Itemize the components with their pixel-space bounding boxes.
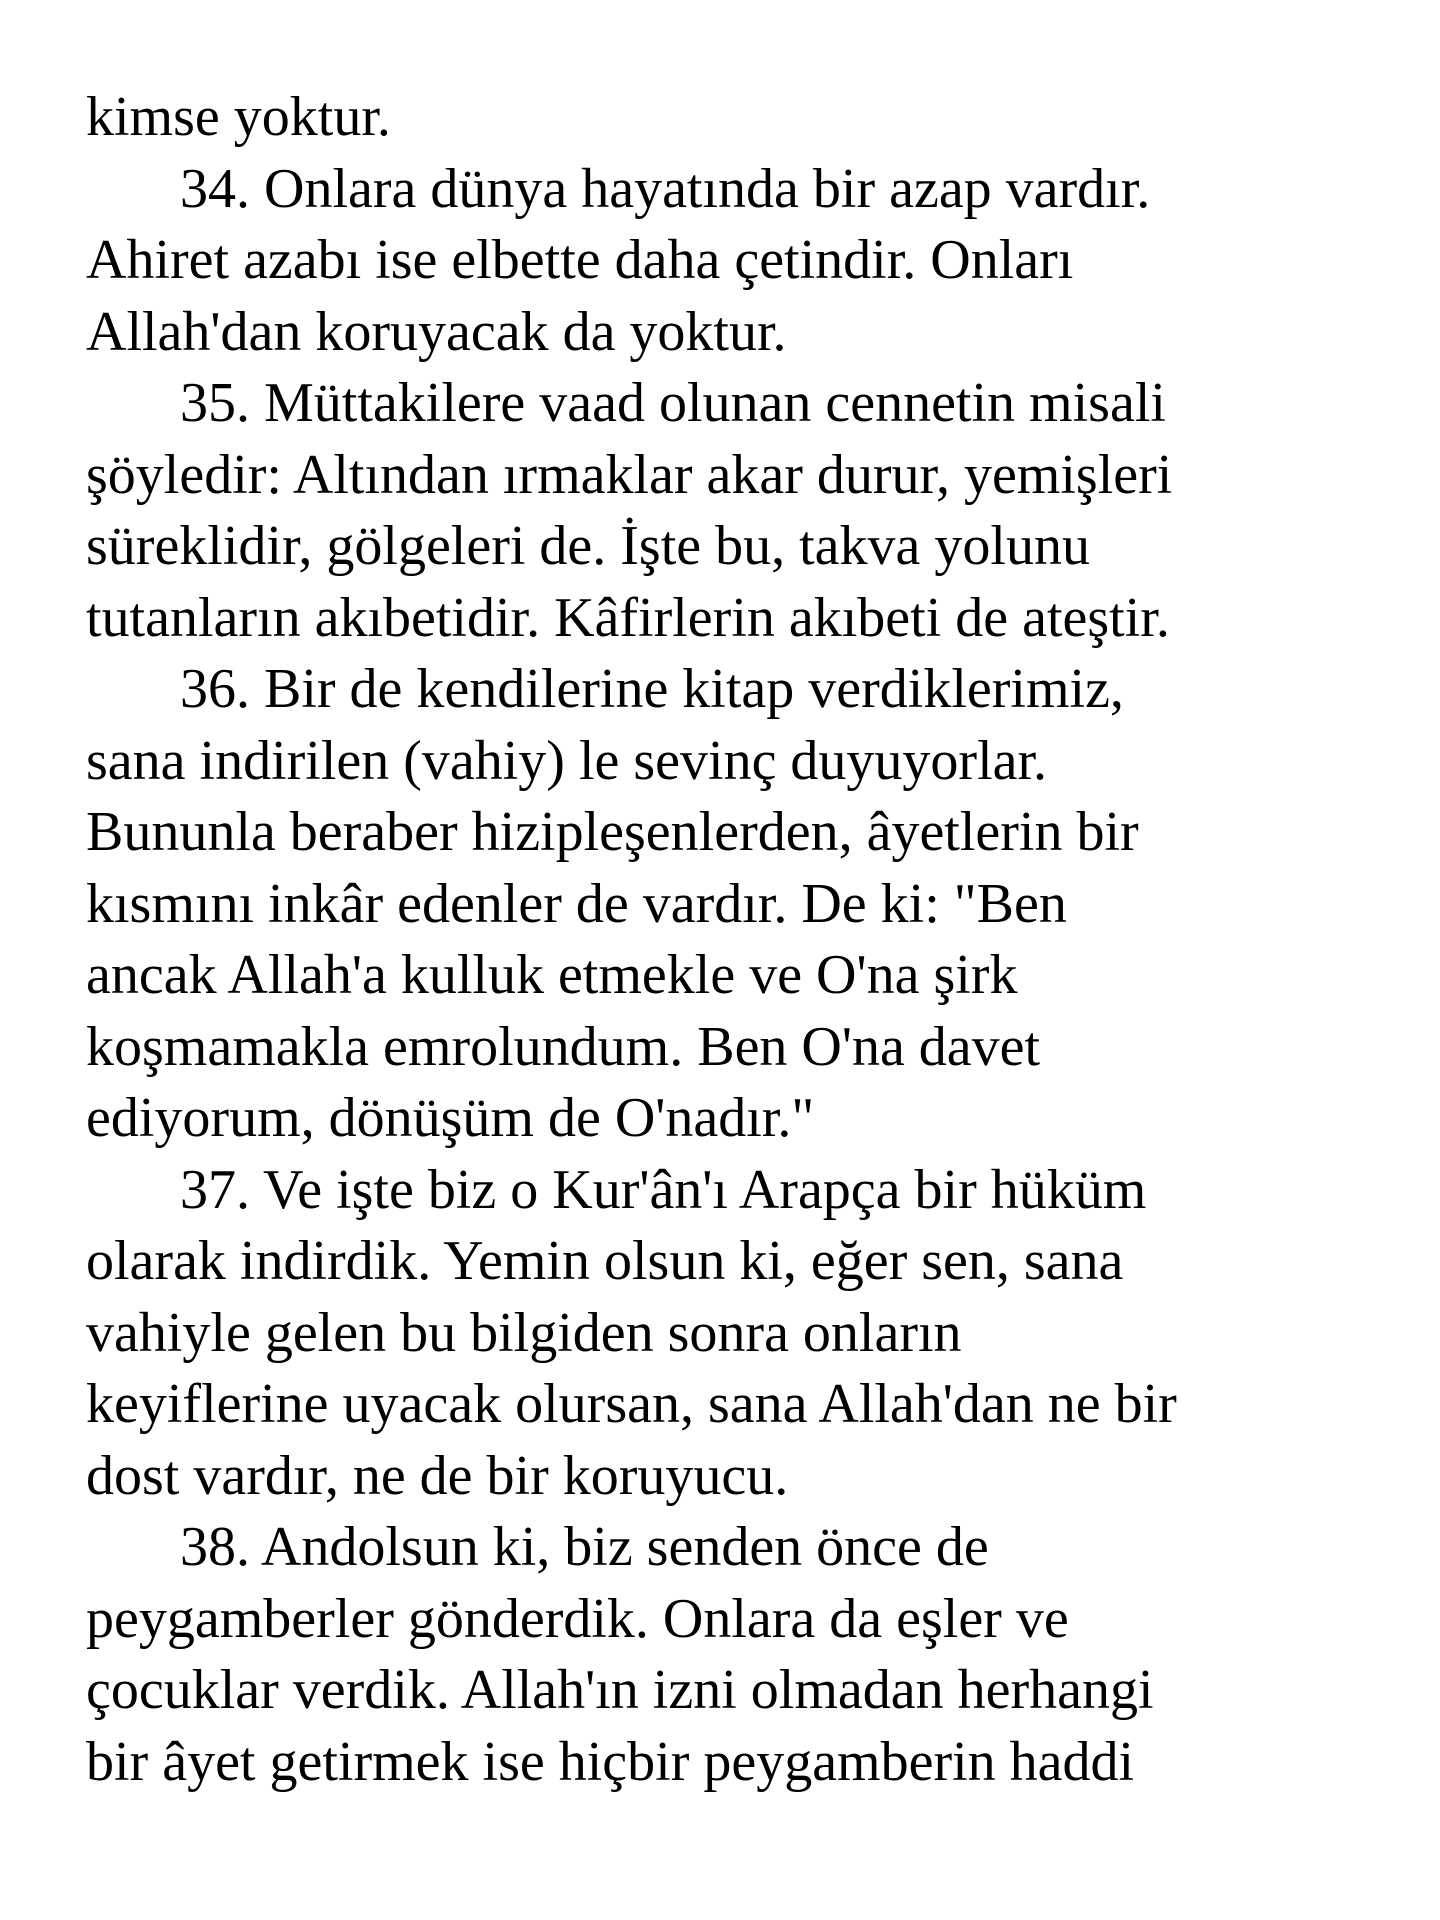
text-line-7: süreklidir, gölgeleri de. İşte bu, takva yolunu — [86, 515, 1090, 577]
text-line-19: keyiflerine uyacak olursan, sana Allah'dan ne bir — [86, 1373, 1177, 1435]
text-line-15: ediyorum, dönüşüm de O'nadır." — [86, 1087, 815, 1149]
text-line-23: çocuklar verdik. Allah'ın izni olmadan herhangi — [86, 1659, 1154, 1721]
text-line-18: vahiyle gelen bu bilgiden sonra onların — [86, 1301, 962, 1364]
verse-37-start: 37. Ve işte biz o Kur'ân'ı Arapça bir hüküm — [180, 1158, 1147, 1221]
text-line-24: bir âyet getirmek ise hiçbir peygamberin haddi — [86, 1730, 1135, 1793]
text-line-22: peygamberler gönderdik. Onlara da eşler ve — [86, 1587, 1069, 1650]
verse-35-start: 35. Müttakilere vaad olunan cennetin misali — [180, 372, 1166, 434]
text-line-1: kimse yoktur. — [86, 86, 391, 148]
text-line-12: kısmını inkâr edenler de vardır. De ki: "Ben — [86, 872, 1067, 935]
text-line-17: olarak indirdik. Yemin olsun ki, eğer sen, sana — [86, 1230, 1124, 1292]
verse-36-start: 36. Bir de kendilerine kitap verdiklerimiz, — [180, 658, 1124, 720]
verse-34-start: 34. Onlara dünya hayatında bir azap vardır. — [180, 157, 1151, 220]
text-line-20: dost vardır, ne de bir koruyucu. — [86, 1444, 789, 1507]
text-line-4: Allah'dan koruyacak da yoktur. — [86, 300, 787, 363]
text-line-14: koşmamakla emrolundum. Ben O'na davet — [86, 1015, 1041, 1078]
text-line-3: Ahiret azabı ise elbette daha çetindir. Onları — [86, 229, 1074, 291]
text-line-10: sana indirilen (vahiy) le sevinç duyuyorlar. — [86, 729, 1048, 792]
text-line-8: tutanların akıbetidir. Kâfirlerin akıbeti de ateştir. — [86, 586, 1170, 649]
text-line-13: ancak Allah'a kulluk etmekle ve O'na şirk — [86, 944, 1018, 1006]
verse-38-start: 38. Andolsun ki, biz senden önce de — [180, 1516, 989, 1578]
text-line-6: şöyledir: Altından ırmaklar akar durur, yemişleri — [86, 443, 1173, 506]
text-line-11: Bununla beraber hizipleşenlerden, âyetlerin bir — [86, 801, 1139, 863]
document-page — [86, 82, 1386, 1798]
